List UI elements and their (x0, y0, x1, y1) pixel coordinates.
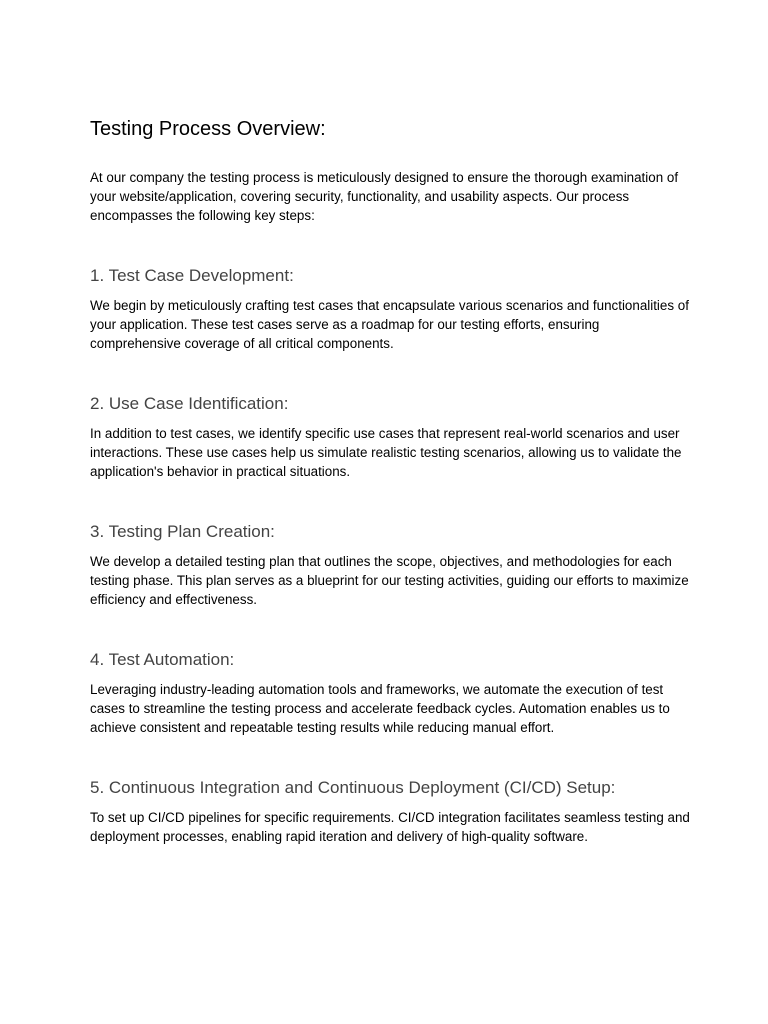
section-test-case-development (90, 265, 690, 353)
section-heading: 5. Continuous Integration and Continuous Deployment (CI/CD) Setup: (90, 778, 616, 797)
section-body: To set up CI/CD pipelines for specific requirements. CI/CD integration facilitates seamless testing and deployment processes, enabling rapid iteration and delivery of high-quality software. (90, 810, 690, 844)
section-heading: 1. Test Case Development: (90, 266, 294, 285)
section-body: We develop a detailed testing plan that outlines the scope, objectives, and methodologies for each testing phase. This plan serves as a blueprint for our testing activities, guiding our efforts to maximize efficiency and effectiveness. (90, 554, 689, 607)
section-body: We begin by meticulously crafting test cases that encapsulate various scenarios and functionalities of your application. These test cases serve as a roadmap for our testing efforts, ensuring comprehensive coverage of all critical components. (90, 298, 689, 351)
section-body: In addition to test cases, we identify specific use cases that represent real-world scenarios and user interactions. These use cases help us simulate realistic testing scenarios, allowing us to validate the application's behavior in practical situations. (90, 426, 682, 479)
section-testing-plan-creation (90, 521, 690, 609)
section-ci-cd-setup (90, 777, 690, 846)
section-heading: 3. Testing Plan Creation: (90, 522, 275, 541)
section-body: Leveraging industry-leading automation tools and frameworks, we automate the execution of test cases to streamline the testing process and accelerate feedback cycles. Automation enables us to achieve consistent and repeatable testing results while reducing manual effort. (90, 682, 670, 735)
document-title: Testing Process Overview: (90, 118, 326, 140)
section-heading: 4. Test Automation: (90, 650, 235, 669)
document-page (90, 116, 690, 846)
intro-paragraph: At our company the testing process is meticulously designed to ensure the thorough examination of your website/application, covering security, functionality, and usability aspects. Our process encompasses the following key steps: (90, 170, 679, 223)
section-test-automation (90, 649, 690, 737)
section-use-case-identification (90, 393, 690, 481)
section-heading: 2. Use Case Identification: (90, 394, 289, 413)
